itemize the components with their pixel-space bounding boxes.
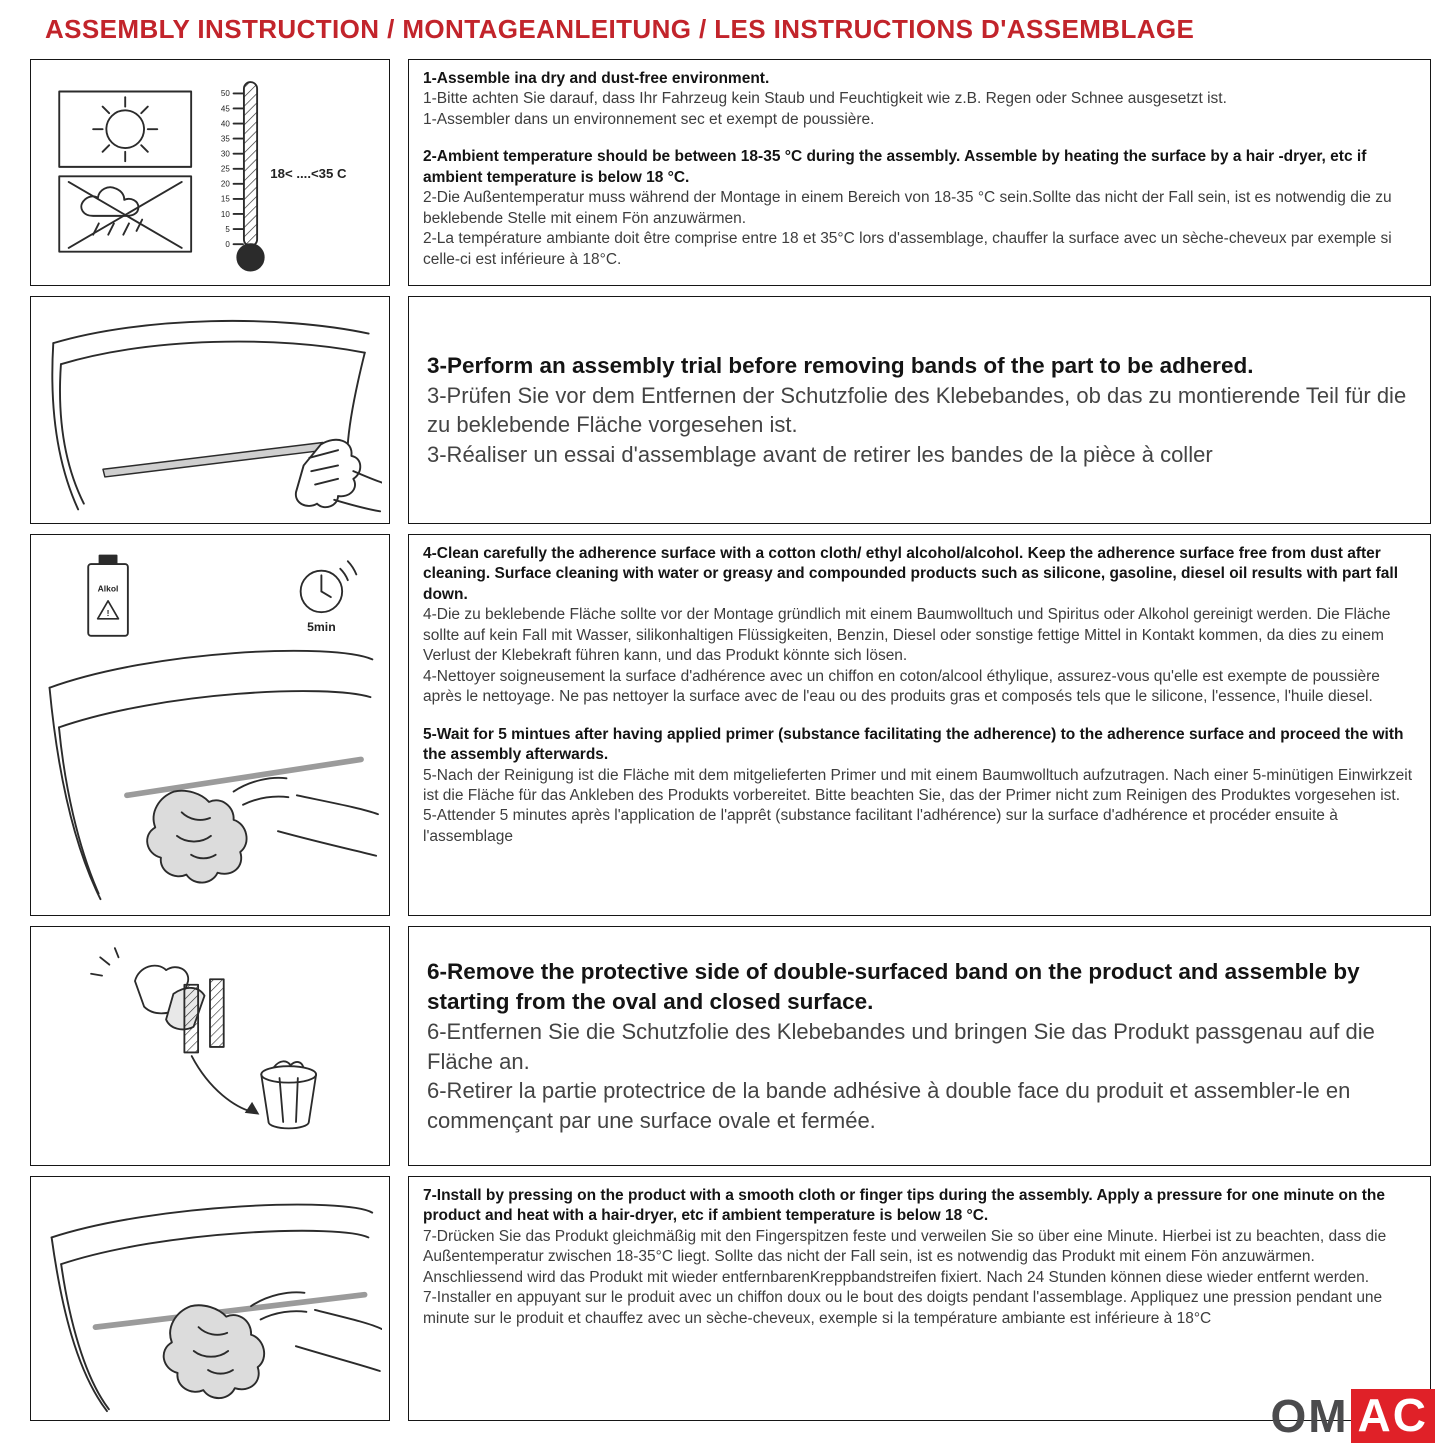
- illustration-environment: [30, 59, 390, 286]
- trim-strip: [103, 442, 325, 476]
- illustration-press: [30, 1176, 390, 1421]
- thermometer-icon: [234, 82, 264, 270]
- thermometer-scale-label: 20: [220, 179, 230, 189]
- thermometer-scale-label: 0: [225, 239, 230, 249]
- instructions-step-6: [408, 926, 1431, 1166]
- trial-illustration-svg: [38, 303, 382, 518]
- wait-time-label: 5min: [307, 620, 336, 635]
- thermometer-scale-label: 15: [220, 194, 230, 204]
- step-row-trial: [30, 296, 1431, 524]
- instruction-6-de: 6-Entfernen Sie die Schutzfolie des Klebebandes und bringen Sie das Produkt passgenau auf die Fläche an.: [427, 1019, 1375, 1074]
- trash-bin-icon: [261, 1061, 316, 1128]
- thermometer-scale-label: 5: [225, 224, 230, 234]
- bottle-label: Alkol: [97, 583, 119, 594]
- instruction-5-fr: 5-Attender 5 minutes après l'application de l'apprêt (substance facilitant l'adhérence) sur la surface d'adhérence et procéder ensuite à l'assemblage: [423, 807, 1338, 845]
- instructions-step-7: [408, 1176, 1431, 1421]
- remove-band-illustration-svg: [45, 939, 375, 1154]
- logo-text-om: OM: [1270, 1389, 1349, 1442]
- adhesive-strips-icon: [184, 979, 223, 1052]
- instruction-4-de: 4-Die zu beklebende Fläche sollte vor der Montage gründlich mit einem Baumwolltuch und Spiritus oder Alkohol gereinigt werden. Die Fläche sollte auf kein Fall mit Wasser, silikonhaltigen Flüssigkeiten, Benzin, Diesel oder sonstige fettige Mittel in Kontakt kommen, da dies zu einem Verlust der Klebekraft führen kann, und das Produkt könnte sich lösen.: [423, 606, 1391, 665]
- instruction-6-fr: 6-Retirer la partie protectrice de la bande adhésive à double face du produit et assembler-le en commençant par une surface ovale et fermée.: [427, 1078, 1351, 1133]
- sun-icon: [59, 91, 191, 166]
- instructions-step-3: [408, 296, 1431, 524]
- instruction-3-fr: 3-Réaliser un essai d'assemblage avant de retirer les bandes de la pièce à coller: [427, 441, 1213, 467]
- thermometer-scale-label: 25: [220, 164, 230, 174]
- page-title: ASSEMBLY INSTRUCTION / MONTAGEANLEITUNG / LES INSTRUCTIONS D'ASSEMBLAGE: [45, 14, 1195, 44]
- instruction-1-fr: 1-Assembler dans un environnement sec et exempt de poussière.: [423, 110, 875, 128]
- illustration-trial: [30, 296, 390, 524]
- instruction-7-fr: 7-Installer en appuyant sur le produit avec un chiffon doux ou le bout des doigts pendant l'assemblage. Appliquez une pression pendant une minute sur le produit et chauffez avec un sèche-cheveux, exemple si la température ambiante est inférieure à 18°C: [423, 1289, 1383, 1327]
- cloth-wipe-icon: [147, 778, 378, 883]
- instruction-5-en: 5-Wait for 5 mintues after having applied primer (substance facilitating the adherence) to the adherence surface and proceed the with the assembly afterwards.: [423, 725, 1404, 764]
- illustration-cleaning: [30, 534, 390, 916]
- thermometer-scale-label: 30: [220, 149, 230, 159]
- step-row-environment: [30, 59, 1431, 286]
- instruction-6-en: 6-Remove the protective side of double-surfaced band on the product and assemble by starting from the oval and closed surface.: [427, 958, 1360, 1015]
- instruction-1-en: 1-Assemble ina dry and dust-free environment.: [423, 70, 770, 87]
- thermometer-scale-label: 45: [220, 103, 230, 113]
- warning-exclamation: !: [106, 607, 110, 618]
- instruction-2-fr: 2-La température ambiante doit être comprise entre 18 et 35°C lors d'assemblage, chauffer la surface avec un sèche-cheveux par exemple si celle-ci est inférieure à 18°C.: [423, 230, 1392, 268]
- instruction-2-de: 2-Die Außentemperatur muss während der Montage in einem Bereich von 18-35 °C sein.Sollte das nicht der Fall sein, ist es notwendig die zu beklebende Stelle mit einem Fön anzuwärmen.: [423, 189, 1392, 227]
- thermometer-scale-label: 35: [220, 133, 230, 143]
- thermometer-scale-label: 50: [220, 88, 230, 98]
- illustration-remove-band: [30, 926, 390, 1166]
- instruction-7-de: 7-Drücken Sie das Produkt gleichmäßig mit den Fingerspitzen feste und verweilen Sie so über eine Minute. Hierbei ist zu beachten, dass die Außentemperatur zwischen 18-35°C liegt. Sollte das nicht der Fall sein, ist es notwendig das Produkt mit einem Fön anzuwärmen. Anschliessend wird das Produkt mit wieder entfernbarenKreppbandstreifen fixiert. Nach 24 Stunden können diese wieder entfernt werden.: [423, 1227, 1387, 1286]
- arrow-to-bin-icon: [192, 1056, 260, 1115]
- press-illustration-svg: [38, 1184, 382, 1413]
- thermometer-scale-label: 10: [220, 209, 230, 219]
- instruction-2-en: 2-Ambient temperature should be between 18-35 °C during the assembly. Assemble by heating the surface by a hair -dryer, etc if ambient temperature is below 18 °C.: [423, 148, 1367, 186]
- omac-logo: [1270, 1389, 1435, 1443]
- clock-icon: [301, 561, 357, 612]
- logo-text-ac: AC: [1351, 1389, 1435, 1443]
- thermometer-scale-label: 40: [220, 118, 230, 128]
- instructions-step-4-5: [408, 534, 1431, 916]
- instruction-4-en: 4-Clean carefully the adherence surface with a cotton cloth/ ethyl alcohol/alcohol. Keep the adherence surface free from dust after cleaning. Surface cleaning with water or greasy and compounded products such as silicone, gasoline, diesel oil results with part fall down.: [423, 545, 1399, 603]
- instruction-4-fr: 4-Nettoyer soigneusement la surface d'adhérence avec un chiffon en coton/alcool éthylique, assurez-vous qu'elle est exempte de poussière après le nettoyage. Ne pas nettoyer la surface avec de l'eau ou des produits gras et composés tels que le silicone, l'essence, l'huile diesel.: [423, 667, 1380, 706]
- instruction-5-de: 5-Nach der Reinigung ist die Fläche mit dem mitgelieferten Primer und mit einem Baumwolltuch aufzutragen. Nach einer 5-minütigen Einwirkzeit ist die Fläche für das Ankleben des Produkts vorbereitet. Bitte beachten Sie, das der Primer nicht zum Reinigen des Produktes vorgesehen ist.: [423, 766, 1413, 804]
- temperature-range-label: 18< ....<35 C: [270, 165, 347, 181]
- environment-illustration-svg: [40, 67, 380, 279]
- no-rain-icon: [59, 176, 191, 251]
- alcohol-bottle-icon: [88, 556, 128, 636]
- instruction-1-de: 1-Bitte achten Sie darauf, dass Ihr Fahrzeug kein Staub und Feuchtigkeit wie z.B. Regen oder Schnee ausgesetzt ist.: [423, 90, 1227, 108]
- instruction-rows: [0, 55, 1445, 1421]
- instructions-step-1-2: [408, 59, 1431, 286]
- instruction-3-de: 3-Prüfen Sie vor dem Entfernen der Schutzfolie des Klebebandes, ob das zu montierende Teil für die zu beklebende Fläche vorgesehen ist.: [427, 382, 1407, 438]
- step-row-press: [30, 1176, 1431, 1421]
- instruction-3-en: 3-Perform an assembly trial before removing bands of the part to be adhered.: [427, 352, 1254, 378]
- instruction-7-en: 7-Install by pressing on the product with a smooth cloth or finger tips during the assembly. Apply a pressure for one minute on the product and heat with a hair-dryer, etc if ambient temperature is below 18 °C.: [423, 1187, 1385, 1225]
- cleaning-illustration-svg: [40, 548, 380, 902]
- step-row-remove-band: [30, 926, 1431, 1166]
- step-row-cleaning: [30, 534, 1431, 916]
